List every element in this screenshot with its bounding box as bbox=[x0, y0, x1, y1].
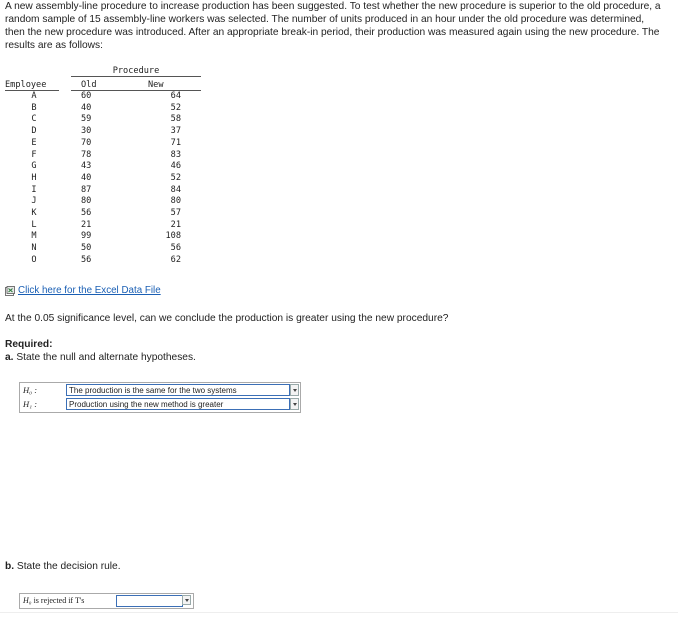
new-cell: 37 bbox=[170, 126, 181, 137]
h0-row bbox=[20, 384, 300, 398]
table-row bbox=[5, 231, 205, 242]
decision-rule-label bbox=[23, 596, 84, 605]
h0-select[interactable]: The production is the same for the two systems bbox=[66, 384, 290, 396]
new-cell: 84 bbox=[170, 184, 181, 195]
decision-dropdown-arrow-icon[interactable] bbox=[182, 595, 191, 605]
table-row bbox=[5, 196, 205, 207]
h1-label: H₁ : bbox=[23, 399, 38, 409]
decision-rule-select[interactable] bbox=[116, 595, 183, 607]
required-heading: Required: bbox=[5, 339, 53, 350]
part-a-text: State the null and alternate hypotheses. bbox=[16, 352, 196, 363]
question-text: At the 0.05 significance level, can we conclude the production is greater using the new procedure? bbox=[5, 313, 449, 324]
part-b-letter: b. bbox=[5, 561, 15, 572]
new-cell: 46 bbox=[170, 161, 181, 172]
table-row bbox=[5, 103, 205, 114]
hypotheses-box bbox=[19, 382, 301, 413]
new-cell: 52 bbox=[170, 102, 181, 113]
employee-header: Employee bbox=[5, 80, 47, 90]
new-cell: 21 bbox=[170, 219, 181, 230]
new-cell: 52 bbox=[170, 172, 181, 183]
old-cell: 59 bbox=[81, 114, 92, 125]
old-cell: 99 bbox=[81, 231, 92, 242]
employee-cell: N bbox=[31, 243, 37, 254]
employee-cell: J bbox=[31, 196, 37, 207]
employee-cell: O bbox=[31, 254, 37, 265]
table-row bbox=[5, 126, 205, 137]
new-cell: 108 bbox=[165, 231, 181, 242]
employee-cell: M bbox=[31, 231, 37, 242]
old-cell: 43 bbox=[81, 161, 92, 172]
part-b-prompt bbox=[5, 561, 121, 572]
new-cell: 71 bbox=[170, 137, 181, 148]
decision-rule-box bbox=[19, 593, 194, 609]
old-header: Old bbox=[81, 80, 97, 90]
new-header: New bbox=[148, 80, 164, 90]
old-cell: 70 bbox=[81, 137, 92, 148]
table-row bbox=[5, 114, 205, 125]
employee-cell: K bbox=[31, 208, 37, 218]
table-row bbox=[5, 138, 205, 149]
employee-cell: B bbox=[31, 102, 37, 113]
new-cell: 83 bbox=[170, 149, 181, 160]
employee-cell: F bbox=[31, 149, 37, 160]
new-cell: 58 bbox=[170, 114, 181, 125]
h1-row bbox=[20, 398, 300, 412]
table-row bbox=[5, 161, 205, 172]
table-row bbox=[5, 220, 205, 231]
old-cell: 80 bbox=[81, 196, 92, 207]
table-row bbox=[5, 91, 205, 102]
old-cell: 60 bbox=[81, 91, 92, 101]
excel-data-link[interactable]: Click here for the Excel Data File bbox=[18, 285, 161, 296]
new-cell: 57 bbox=[170, 208, 181, 218]
h0-dropdown-arrow-icon[interactable] bbox=[290, 384, 299, 396]
table-row bbox=[5, 173, 205, 184]
table-row bbox=[5, 150, 205, 161]
new-cell: 64 bbox=[170, 91, 181, 101]
employee-cell: I bbox=[31, 184, 37, 195]
employee-cell: H bbox=[31, 172, 37, 183]
problem-statement: A new assembly-line procedure to increase production has been suggested. To test whether the new procedure is superior to the old procedure, a random sample of 15 assembly-line workers was selected. The number of units produced in an hour under the old procedure was determined, then the new procedure was introduced. After an appropriate break-in period, their production was measured again using the new procedure. The results are as follows: bbox=[5, 1, 661, 51]
old-cell: 78 bbox=[81, 149, 92, 160]
new-cell: 80 bbox=[170, 196, 181, 207]
table-row bbox=[5, 243, 205, 254]
h1-select[interactable]: Production using the new method is greater bbox=[66, 398, 290, 410]
table-row bbox=[5, 255, 205, 266]
employee-cell: D bbox=[31, 126, 37, 137]
old-cell: 40 bbox=[81, 102, 92, 113]
old-cell: 56 bbox=[81, 208, 92, 218]
old-cell: 40 bbox=[81, 172, 92, 183]
procedure-underline bbox=[71, 76, 201, 77]
old-cell: 87 bbox=[81, 184, 92, 195]
new-cell: 56 bbox=[170, 243, 181, 254]
employee-cell: A bbox=[31, 91, 37, 101]
old-cell: 30 bbox=[81, 126, 92, 137]
new-cell: 62 bbox=[170, 254, 181, 265]
employee-cell: L bbox=[31, 219, 37, 230]
bottom-divider bbox=[0, 612, 678, 613]
h0-label: H₀ : bbox=[23, 385, 38, 395]
employee-cell: C bbox=[31, 114, 37, 125]
decision-rule-text: is rejected if T's bbox=[31, 596, 85, 605]
table-row bbox=[5, 185, 205, 196]
decision-h0: H₀ bbox=[23, 596, 32, 605]
old-cell: 56 bbox=[81, 254, 92, 265]
employee-cell: E bbox=[31, 137, 37, 148]
excel-link-row[interactable] bbox=[5, 285, 161, 296]
old-cell: 21 bbox=[81, 219, 92, 230]
old-cell: 50 bbox=[81, 243, 92, 254]
h1-dropdown-arrow-icon[interactable] bbox=[290, 398, 299, 410]
part-a-letter: a. bbox=[5, 352, 14, 363]
part-a-prompt bbox=[5, 352, 196, 363]
table-row bbox=[5, 208, 205, 219]
employee-cell: G bbox=[31, 161, 37, 172]
procedure-header: Procedure bbox=[112, 66, 160, 76]
part-b-text: State the decision rule. bbox=[16, 561, 121, 572]
excel-file-icon bbox=[5, 286, 15, 296]
